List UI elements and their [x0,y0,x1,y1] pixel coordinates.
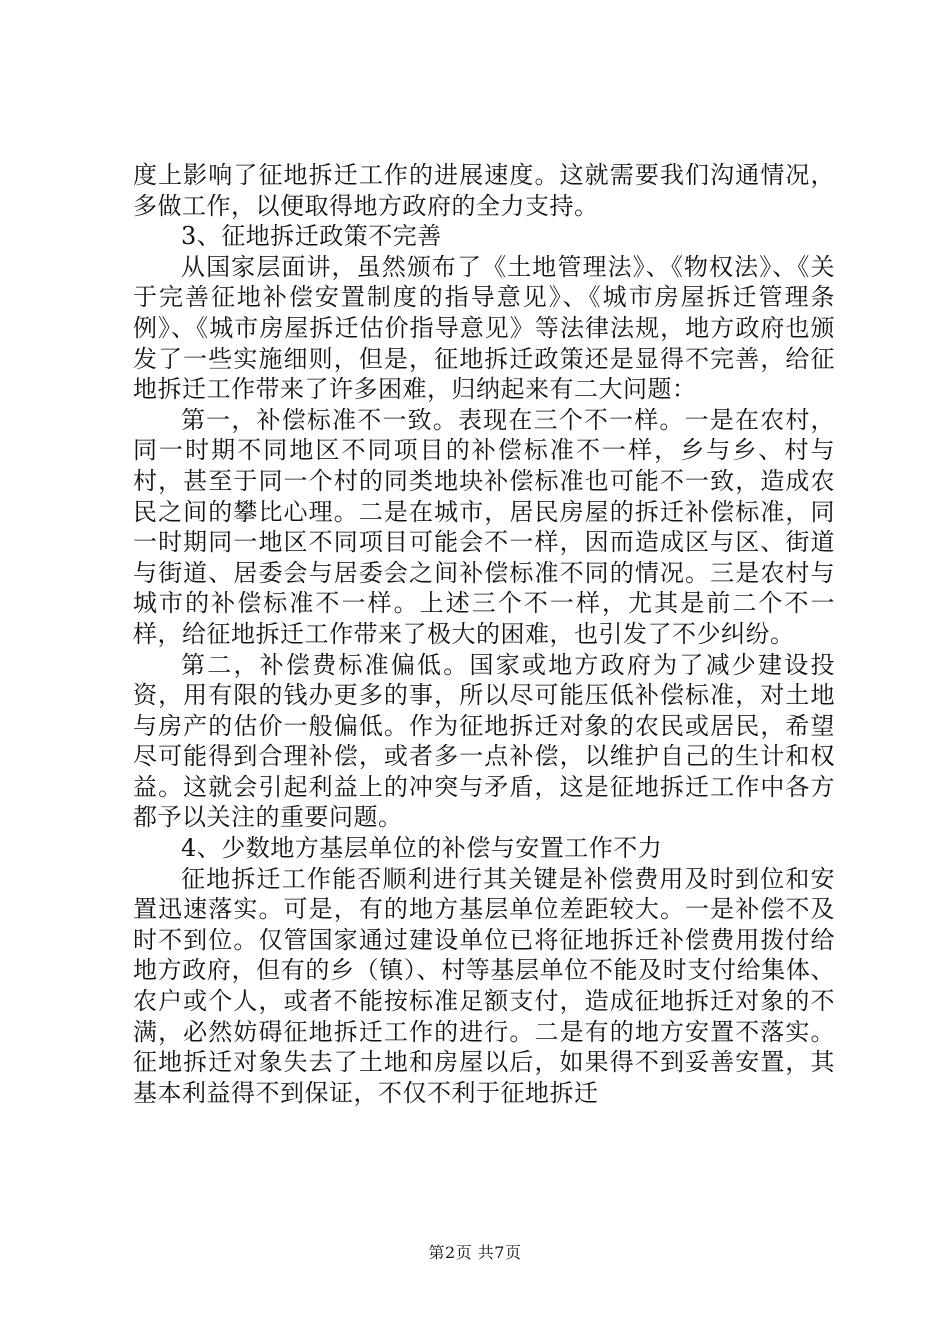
paragraph-first-issue: 第一，补偿标准不一致。表现在三个不一样。一是在农村，同一时期不同地区不同项目的补偿标准不一样，乡与乡、村与村，甚至于同一个村的同类地块补偿标准也可能不一致，造成农民之间的攀比心理。二是在城市，居民房屋的拆迁补偿标准，同一时期同一地区不同项目可能会不一样，因而造成区与区、街道与街道、居委会与居委会之间补偿标准不同的情况。三是农村与城市的补偿标准不一样。上述三个不一样，尤其是前二个不一样，给征地拆迁工作带来了极大的困难，也引发了不少纠纷。 [133,405,835,648]
page-number-footer: 第2页 共7页 [428,1243,522,1262]
paragraph-national-level: 从国家层面讲，虽然颁布了《土地管理法》、《物权法》、《关于完善征地补偿安置制度的指导意见》、《城市房屋拆迁管理条例》、《城市房屋拆迁估价指导意见》等法律法规，地方政府也颁发了一些实施细则，但是，征地拆迁政策还是显得不完善，给征地拆迁工作带来了许多困难，归纳起来有二大问题： [133,252,835,404]
paragraph-second-issue: 第二，补偿费标准偏低。国家或地方政府为了减少建设投资，用有限的钱办更多的事，所以尽可能压低补偿标准，对土地与房产的估价一般偏低。作为征地拆迁对象的农民或居民，希望尽可能得到合理补偿，或者多一点补偿，以维护自己的生计和权益。这就会引起利益上的冲突与矛盾，这是征地拆迁工作中各方都予以关注的重要问题。 [133,650,835,832]
section-heading-4: 4、少数地方基层单位的补偿与安置工作不力 [181,834,663,863]
section-heading-3: 3、征地拆迁政策不完善 [181,222,442,251]
paragraph-continued: 度上影响了征地拆迁工作的进展速度。这就需要我们沟通情况，多做工作，以便取得地方政府的全力支持。 [133,161,835,220]
paragraph-compensation-resettlement: 征地拆迁工作能否顺利进行其关键是补偿费用及时到位和安置迅速落实。可是，有的地方基层单位差距较大。一是补偿不及时不到位。仅管国家通过建设单位已将征地拆迁补偿费用拨付给地方政府，但有的乡（镇）、村等基层单位不能及时支付给集体、农户或个人，或者不能按标准足额支付，造成征地拆迁对象的不满，必然妨碍征地拆迁工作的进行。二是有的地方安置不落实。征地拆迁对象失去了土地和房屋以后，如果得不到妥善安置，其基本利益得不到保证，不仅不利于征地拆迁 [133,864,835,1107]
document-body [133,160,835,1108]
